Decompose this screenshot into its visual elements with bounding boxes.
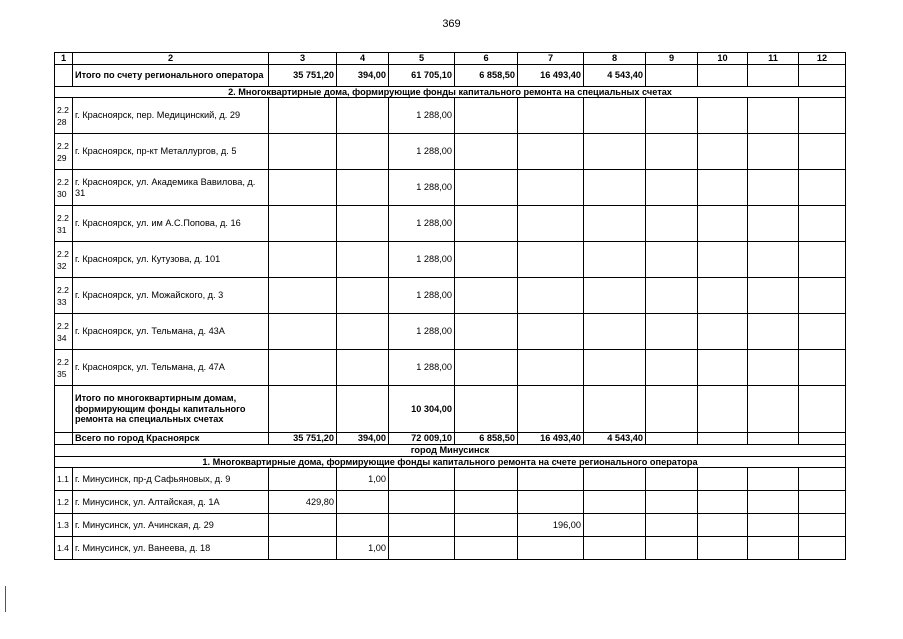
value-cell <box>646 134 698 170</box>
value-cell <box>518 134 584 170</box>
scan-margin-mark <box>5 586 6 612</box>
value-cell <box>269 98 337 134</box>
page-number: 369 <box>442 18 461 30</box>
row-index: 2.2 34 <box>55 314 73 350</box>
address-cell: Итого по счету регионального оператора <box>73 64 269 86</box>
table-row <box>55 206 846 242</box>
value-cell <box>455 206 518 242</box>
value-cell <box>584 278 646 314</box>
section-header-row <box>55 445 846 457</box>
value-cell: 1 288,00 <box>389 350 455 386</box>
value-cell <box>698 537 748 560</box>
address-cell: г. Минусинск, ул. Ачинская, д. 29 <box>73 514 269 537</box>
value-cell <box>799 350 846 386</box>
value-cell: 35 751,20 <box>269 433 337 445</box>
column-header-row <box>55 53 846 65</box>
value-cell <box>455 242 518 278</box>
value-cell: 1 288,00 <box>389 206 455 242</box>
value-cell: 16 493,40 <box>518 433 584 445</box>
value-cell <box>584 386 646 433</box>
value-cell <box>646 242 698 278</box>
address-cell: г. Минусинск, ул. Ванеева, д. 18 <box>73 537 269 560</box>
value-cell <box>584 98 646 134</box>
value-cell <box>799 134 846 170</box>
value-cell <box>584 242 646 278</box>
section-title: 2. Многоквартирные дома, формирующие фонды капитального ремонта на специальных счетах <box>55 86 846 98</box>
value-cell <box>455 386 518 433</box>
column-header: 11 <box>748 53 799 65</box>
value-cell <box>799 491 846 514</box>
value-cell <box>748 314 799 350</box>
value-cell <box>698 170 748 206</box>
value-cell <box>748 206 799 242</box>
address-cell: г. Красноярск, ул. Тельмана, д. 43А <box>73 314 269 350</box>
column-header: 3 <box>269 53 337 65</box>
value-cell <box>698 514 748 537</box>
value-cell <box>646 206 698 242</box>
row-index: 1.1 <box>55 468 73 491</box>
value-cell <box>698 134 748 170</box>
address-cell: г. Красноярск, пер. Медицинский, д. 29 <box>73 98 269 134</box>
value-cell <box>799 278 846 314</box>
value-cell <box>698 278 748 314</box>
table-row <box>55 98 846 134</box>
value-cell <box>269 242 337 278</box>
value-cell <box>698 206 748 242</box>
value-cell <box>698 314 748 350</box>
value-cell: 35 751,20 <box>269 64 337 86</box>
value-cell <box>337 98 389 134</box>
column-header: 6 <box>455 53 518 65</box>
value-cell <box>269 350 337 386</box>
value-cell <box>269 278 337 314</box>
column-header: 4 <box>337 53 389 65</box>
address-cell: г. Красноярск, ул. Кутузова, д. 101 <box>73 242 269 278</box>
row-index: 1.3 <box>55 514 73 537</box>
value-cell <box>455 468 518 491</box>
value-cell: 1 288,00 <box>389 314 455 350</box>
value-cell <box>799 537 846 560</box>
value-cell <box>337 134 389 170</box>
value-cell: 61 705,10 <box>389 64 455 86</box>
value-cell <box>584 537 646 560</box>
value-cell <box>337 206 389 242</box>
value-cell <box>698 350 748 386</box>
column-header: 9 <box>646 53 698 65</box>
value-cell <box>269 386 337 433</box>
row-index: 2.2 29 <box>55 134 73 170</box>
column-header: 8 <box>584 53 646 65</box>
table-row <box>55 134 846 170</box>
value-cell: 1 288,00 <box>389 134 455 170</box>
column-header: 10 <box>698 53 748 65</box>
value-cell <box>389 537 455 560</box>
value-cell <box>646 537 698 560</box>
value-cell: 1 288,00 <box>389 98 455 134</box>
value-cell <box>646 514 698 537</box>
value-cell <box>748 170 799 206</box>
value-cell: 4 543,40 <box>584 64 646 86</box>
value-cell <box>799 206 846 242</box>
address-cell: г. Красноярск, ул. Тельмана, д. 47А <box>73 350 269 386</box>
address-cell: г. Минусинск, пр-д Сафьяновых, д. 9 <box>73 468 269 491</box>
value-cell: 1,00 <box>337 537 389 560</box>
value-cell <box>269 514 337 537</box>
value-cell <box>584 206 646 242</box>
value-cell <box>389 514 455 537</box>
address-cell: г. Красноярск, ул. Академика Вавилова, д. 31 <box>73 170 269 206</box>
table-row <box>55 514 846 537</box>
value-cell <box>698 98 748 134</box>
table-row <box>55 350 846 386</box>
value-cell <box>518 98 584 134</box>
value-cell <box>748 278 799 314</box>
value-cell: 1 288,00 <box>389 278 455 314</box>
value-cell <box>646 433 698 445</box>
value-cell <box>646 491 698 514</box>
value-cell <box>455 170 518 206</box>
value-cell <box>584 314 646 350</box>
address-cell: г. Красноярск, пр-кт Металлургов, д. 5 <box>73 134 269 170</box>
value-cell: 394,00 <box>337 433 389 445</box>
value-cell <box>455 314 518 350</box>
value-cell <box>518 386 584 433</box>
address-cell: г. Красноярск, ул. им А.С.Попова, д. 16 <box>73 206 269 242</box>
column-header: 7 <box>518 53 584 65</box>
value-cell <box>337 386 389 433</box>
value-cell: 429,80 <box>269 491 337 514</box>
value-cell <box>799 98 846 134</box>
column-header: 12 <box>799 53 846 65</box>
value-cell: 1,00 <box>337 468 389 491</box>
value-cell <box>455 514 518 537</box>
value-cell <box>455 491 518 514</box>
value-cell <box>337 314 389 350</box>
value-cell <box>518 170 584 206</box>
table-row <box>55 314 846 350</box>
value-cell <box>269 537 337 560</box>
table-row <box>55 242 846 278</box>
value-cell: 1 288,00 <box>389 170 455 206</box>
value-cell <box>646 98 698 134</box>
total-row <box>55 433 846 445</box>
value-cell <box>646 468 698 491</box>
value-cell <box>646 64 698 86</box>
value-cell <box>455 537 518 560</box>
row-index: 2.2 33 <box>55 278 73 314</box>
value-cell <box>698 468 748 491</box>
value-cell <box>455 278 518 314</box>
value-cell <box>698 64 748 86</box>
value-cell <box>748 242 799 278</box>
value-cell <box>646 314 698 350</box>
value-cell <box>748 537 799 560</box>
value-cell <box>584 134 646 170</box>
value-cell <box>748 514 799 537</box>
value-cell: 16 493,40 <box>518 64 584 86</box>
value-cell <box>337 242 389 278</box>
value-cell <box>748 64 799 86</box>
total-row <box>55 386 846 433</box>
value-cell <box>518 468 584 491</box>
table-row <box>55 468 846 491</box>
value-cell <box>748 98 799 134</box>
row-index: 2.2 31 <box>55 206 73 242</box>
value-cell <box>748 350 799 386</box>
column-header: 5 <box>389 53 455 65</box>
value-cell <box>584 491 646 514</box>
value-cell <box>518 491 584 514</box>
value-cell <box>646 170 698 206</box>
section-header-row <box>55 86 846 98</box>
value-cell <box>518 242 584 278</box>
value-cell <box>584 170 646 206</box>
value-cell: 10 304,00 <box>389 386 455 433</box>
value-cell <box>269 134 337 170</box>
value-cell <box>799 468 846 491</box>
column-header: 1 <box>55 53 73 65</box>
value-cell <box>269 170 337 206</box>
value-cell: 6 858,50 <box>455 433 518 445</box>
row-index: 2.2 35 <box>55 350 73 386</box>
value-cell <box>799 64 846 86</box>
section-title: город Минусинск <box>55 445 846 457</box>
section-title: 1. Многоквартирные дома, формирующие фонды капитального ремонта на счете регионального оператора <box>55 456 846 468</box>
total-row <box>55 64 846 86</box>
table-row <box>55 537 846 560</box>
value-cell <box>748 433 799 445</box>
value-cell <box>748 134 799 170</box>
value-cell: 394,00 <box>337 64 389 86</box>
value-cell <box>748 491 799 514</box>
value-cell <box>646 278 698 314</box>
value-cell <box>337 278 389 314</box>
value-cell <box>698 242 748 278</box>
row-index: 2.2 32 <box>55 242 73 278</box>
value-cell <box>799 514 846 537</box>
table-row <box>55 170 846 206</box>
value-cell <box>698 433 748 445</box>
row-index: 1.4 <box>55 537 73 560</box>
value-cell <box>646 386 698 433</box>
value-cell <box>269 314 337 350</box>
value-cell <box>518 314 584 350</box>
value-cell <box>748 386 799 433</box>
value-cell <box>337 350 389 386</box>
row-index: 1.2 <box>55 491 73 514</box>
value-cell <box>584 514 646 537</box>
value-cell: 196,00 <box>518 514 584 537</box>
value-cell <box>389 468 455 491</box>
value-cell <box>455 98 518 134</box>
value-cell <box>646 350 698 386</box>
value-cell <box>518 206 584 242</box>
data-table <box>54 52 846 560</box>
address-cell: г. Красноярск, ул. Можайского, д. 3 <box>73 278 269 314</box>
value-cell <box>584 468 646 491</box>
value-cell: 72 009,10 <box>389 433 455 445</box>
value-cell <box>455 134 518 170</box>
value-cell <box>518 278 584 314</box>
value-cell <box>455 350 518 386</box>
value-cell <box>584 350 646 386</box>
value-cell <box>799 433 846 445</box>
value-cell: 6 858,50 <box>455 64 518 86</box>
value-cell <box>337 170 389 206</box>
value-cell <box>389 491 455 514</box>
table-row <box>55 278 846 314</box>
row-index: 2.2 30 <box>55 170 73 206</box>
row-index: 2.2 28 <box>55 98 73 134</box>
value-cell <box>799 386 846 433</box>
value-cell <box>799 170 846 206</box>
address-cell: г. Минусинск, ул. Алтайская, д. 1А <box>73 491 269 514</box>
value-cell <box>698 386 748 433</box>
value-cell <box>518 350 584 386</box>
row-index <box>55 64 73 86</box>
value-cell <box>337 514 389 537</box>
address-cell: Всего по город Красноярск <box>73 433 269 445</box>
value-cell: 4 543,40 <box>584 433 646 445</box>
value-cell <box>799 314 846 350</box>
value-cell <box>337 491 389 514</box>
section-header-row <box>55 456 846 468</box>
value-cell: 1 288,00 <box>389 242 455 278</box>
value-cell <box>748 468 799 491</box>
value-cell <box>269 468 337 491</box>
row-index <box>55 433 73 445</box>
value-cell <box>518 537 584 560</box>
address-cell: Итого по многоквартирным домам, формирующим фонды капитального ремонта на специальных счетах <box>73 386 269 433</box>
value-cell <box>698 491 748 514</box>
column-header: 2 <box>73 53 269 65</box>
table-row <box>55 491 846 514</box>
row-index <box>55 386 73 433</box>
value-cell <box>799 242 846 278</box>
value-cell <box>269 206 337 242</box>
